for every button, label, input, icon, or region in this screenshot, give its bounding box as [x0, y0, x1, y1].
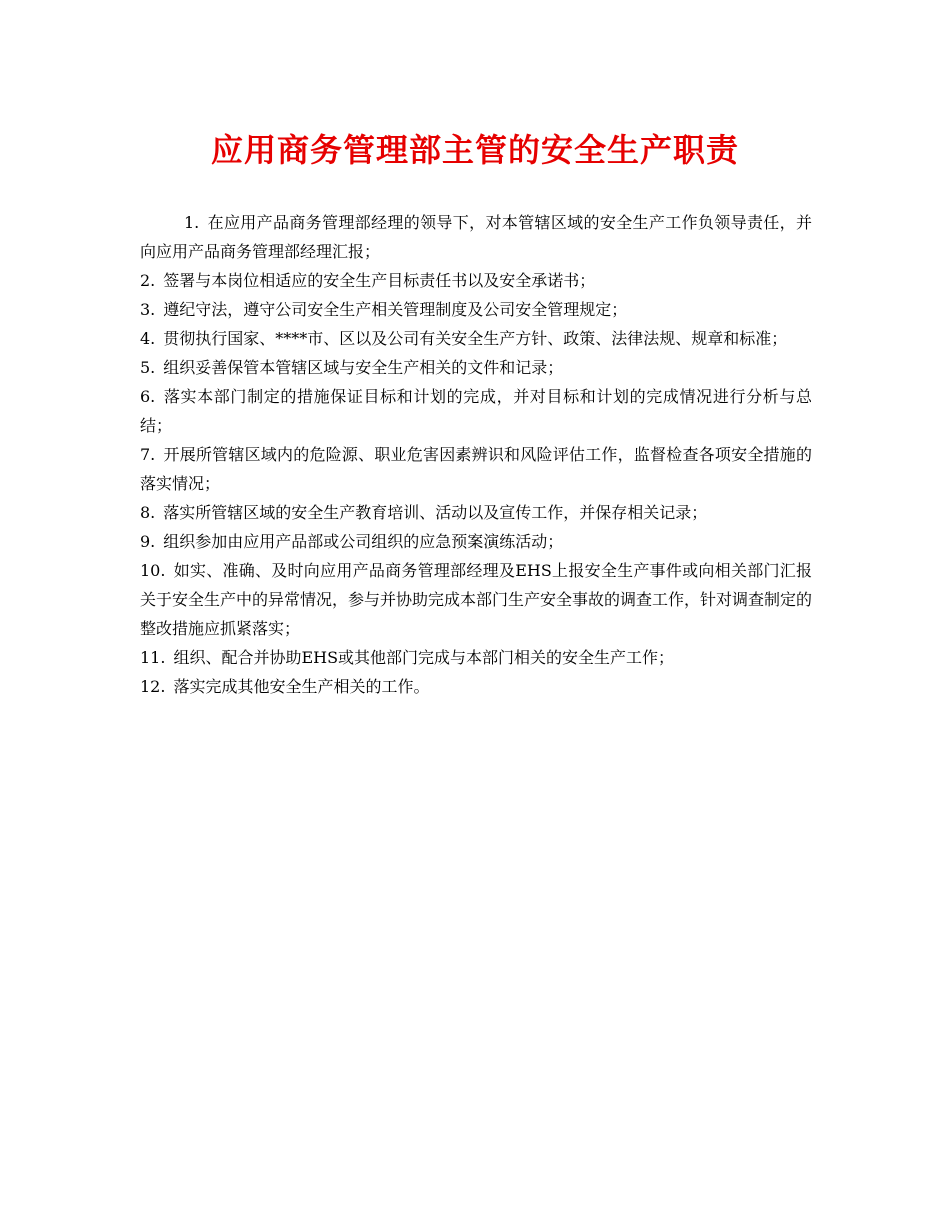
item-text: 组织妥善保管本管辖区域与安全生产相关的文件和记录；: [163, 358, 564, 377]
item-text: 贯彻执行国家、****市、区以及公司有关安全生产方针、政策、法律法规、规章和标准；: [163, 329, 788, 348]
item-text: 如实、准确、及时向应用产品商务管理部经理及EHS上报安全生产事件或向相关部门汇报关于安全生产中的异常情况，参与并协助完成本部门生产安全事故的调查工作，针对调查制定的整改措施应抓紧落实；: [140, 561, 813, 638]
list-item: [140, 266, 812, 295]
item-number: 10.: [140, 561, 166, 580]
list-item: [140, 353, 812, 382]
list-item: [140, 295, 812, 324]
responsibility-list: [140, 208, 812, 701]
item-number: 4.: [140, 329, 156, 348]
item-text: 遵纪守法，遵守公司安全生产相关管理制度及公司安全管理规定；: [163, 300, 628, 319]
list-item: [140, 440, 812, 498]
item-number: 6.: [140, 387, 156, 406]
item-number: 1.: [184, 213, 200, 232]
document-title: 应用商务管理部主管的安全生产职责: [210, 131, 739, 169]
item-text: 开展所管辖区域内的危险源、职业危害因素辨识和风险评估工作，监督检查各项安全措施的落实情况；: [140, 445, 812, 493]
list-item: [140, 208, 812, 266]
item-number: 8.: [140, 503, 156, 522]
item-text: 在应用产品商务管理部经理的领导下，对本管辖区域的安全生产工作负领导责任，并向应用产品商务管理部经理汇报；: [140, 213, 812, 261]
list-item: [140, 382, 812, 440]
item-number: 5.: [140, 358, 156, 377]
item-text: 签署与本岗位相适应的安全生产目标责任书以及安全承诺书；: [163, 271, 596, 290]
item-number: 11.: [140, 648, 166, 667]
list-item: [140, 498, 812, 527]
list-item: [140, 643, 812, 672]
item-text: 落实本部门制定的措施保证目标和计划的完成，并对目标和计划的完成情况进行分析与总结；: [140, 387, 812, 435]
item-text: 落实所管辖区域的安全生产教育培训、活动以及宣传工作，并保存相关记录；: [163, 503, 708, 522]
item-number: 2.: [140, 271, 156, 290]
list-item: [140, 556, 812, 643]
item-number: 3.: [140, 300, 156, 319]
list-item: [140, 324, 812, 353]
list-item: [140, 527, 812, 556]
list-item: [140, 672, 812, 701]
item-number: 9.: [140, 532, 156, 551]
item-number: 12.: [140, 677, 166, 696]
item-text: 组织参加由应用产品部或公司组织的应急预案演练活动；: [163, 532, 564, 551]
item-text: 落实完成其他安全生产相关的工作。: [173, 677, 430, 696]
item-number: 7.: [140, 445, 156, 464]
item-text: 组织、配合并协助EHS或其他部门完成与本部门相关的安全生产工作；: [173, 648, 675, 667]
